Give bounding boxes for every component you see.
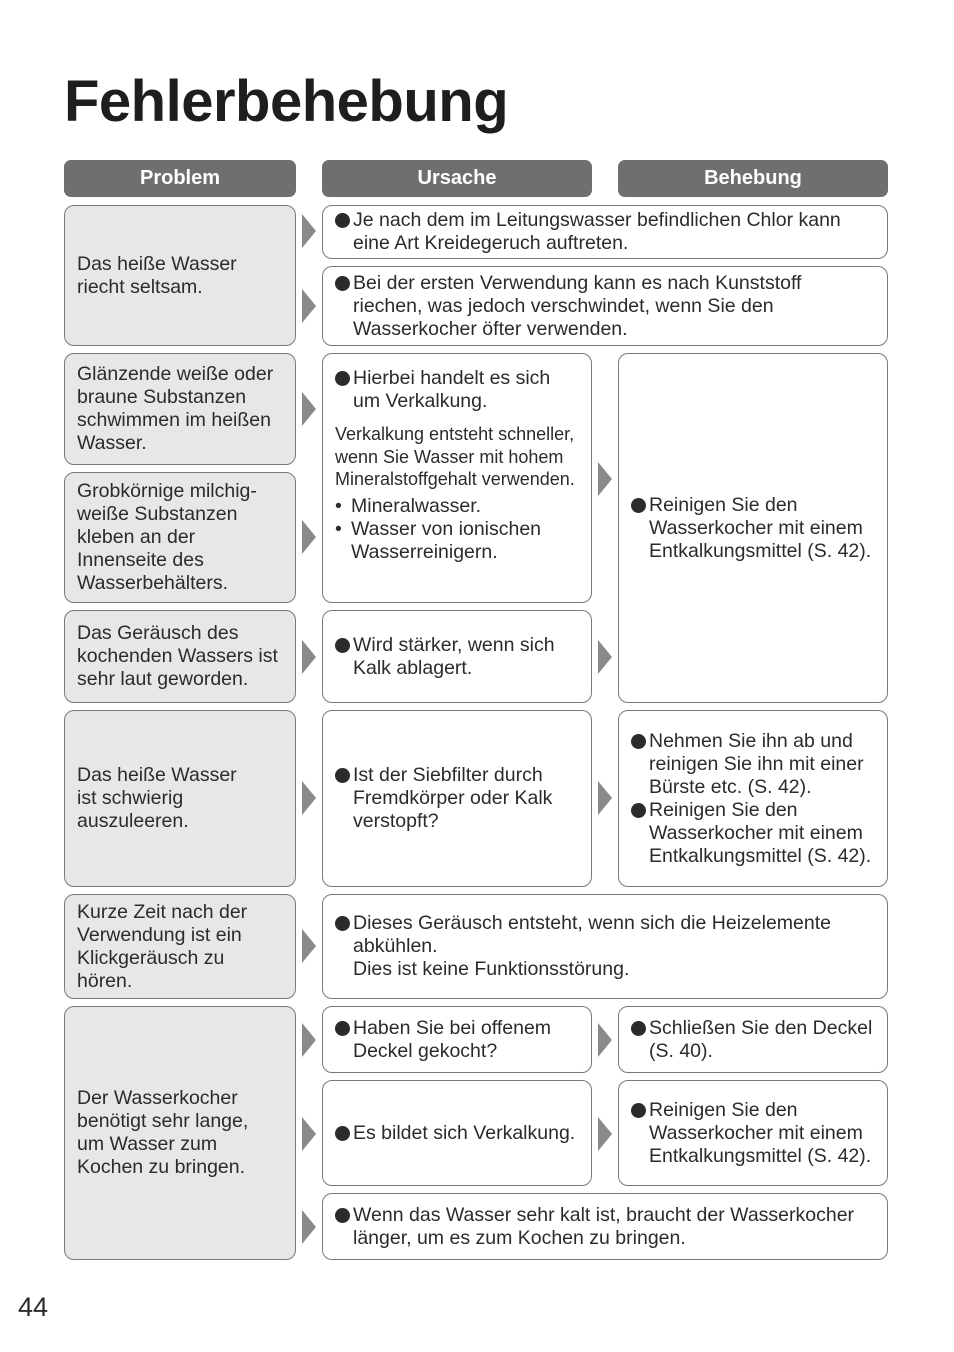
problem-cell	[64, 353, 296, 465]
problem-cell	[64, 472, 296, 603]
cause-item: Es bildet sich Verkalkung.	[335, 1122, 579, 1145]
solution-item: Schließen Sie den Deckel (S. 40).	[631, 1017, 875, 1063]
arrow-icon	[302, 929, 316, 963]
solution-item: Reinigen Sie den Wasserkocher mit einem Entkalkungsmittel (S. 42).	[631, 1099, 875, 1168]
cause-cell	[322, 353, 592, 603]
arrow-icon	[302, 1210, 316, 1244]
cause-item: Hierbei handelt es sich um Verkalkung.	[335, 367, 579, 413]
cause-note: Verkalkung entsteht schneller, wenn Sie Wasser mit hohem Mineralstoffgehalt verwenden.	[335, 424, 575, 489]
cause-cell	[322, 894, 888, 999]
problem-text: Der Wasserkocher benötigt sehr lange, um Wasser zum Kochen zu bringen.	[77, 1087, 249, 1178]
solution-item: Reinigen Sie den Wasserkocher mit einem Entkalkungsmittel (S. 42).	[631, 494, 875, 563]
solution-cell	[618, 1080, 888, 1186]
arrow-icon	[598, 1023, 612, 1057]
problem-cell	[64, 205, 296, 346]
problem-cell	[64, 610, 296, 703]
arrow-icon	[598, 640, 612, 674]
page-title: Fehlerbehebung	[64, 69, 509, 134]
header-cause: Ursache	[322, 160, 592, 197]
arrow-icon	[302, 289, 316, 323]
problem-text: Kurze Zeit nach der Verwendung ist ein Klickgeräusch zu hören.	[77, 900, 248, 992]
solution-item: Nehmen Sie ihn ab und reinigen Sie ihn mit einer Bürste etc. (S. 42).	[631, 730, 875, 799]
arrow-icon	[598, 1117, 612, 1151]
problem-text: Das heiße Wasser ist schwierig auszuleeren.	[77, 764, 237, 832]
arrow-icon	[302, 214, 316, 248]
solution-cell	[618, 353, 888, 703]
arrow-icon	[598, 781, 612, 815]
header-problem: Problem	[64, 160, 296, 197]
arrow-icon	[302, 781, 316, 815]
arrow-icon	[598, 462, 612, 496]
cause-item: Dieses Geräusch entsteht, wenn sich die Heizelemente abkühlen.	[335, 912, 875, 958]
cause-item: Ist der Siebfilter durch Fremdkörper oder Kalk verstopft?	[335, 764, 579, 833]
cause-cell	[322, 266, 888, 346]
solution-cell	[618, 710, 888, 887]
cause-cell	[322, 1193, 888, 1260]
arrow-icon	[302, 640, 316, 674]
cause-item: Haben Sie bei offenem Deckel gekocht?	[335, 1017, 579, 1063]
problem-text: Das Geräusch des kochenden Wassers ist sehr laut geworden.	[77, 622, 278, 690]
arrow-icon	[302, 392, 316, 426]
problem-text: Grobkörnige milchig-weiße Substanzen kleben an der Innenseite des Wasserbehälters.	[77, 480, 257, 594]
cause-cell	[322, 205, 888, 259]
cause-item: Je nach dem im Leitungswasser befindlichen Chlor kann eine Art Kreidegeruch auftreten.	[335, 209, 875, 255]
solution-cell	[618, 1006, 888, 1073]
problem-text: Glänzende weiße oder braune Substanzen schwimmen im heißen Wasser.	[77, 363, 274, 454]
arrow-icon	[302, 1117, 316, 1151]
cause-item: Wird stärker, wenn sich Kalk ablagert.	[335, 634, 579, 680]
problem-cell	[64, 1006, 296, 1260]
list-item: • Wasser von ionischen Wasserreinigern.	[335, 518, 579, 564]
cause-cell	[322, 1080, 592, 1186]
cause-item: Wenn das Wasser sehr kalt ist, braucht der Wasserkocher länger, um es zum Kochen zu bringen.	[335, 1204, 875, 1250]
problem-cell	[64, 894, 296, 999]
cause-cell	[322, 610, 592, 703]
cause-text: Dies ist keine Funktionsstörung.	[353, 958, 630, 980]
problem-cell	[64, 710, 296, 887]
cause-item: Bei der ersten Verwendung kann es nach Kunststoff riechen, was jedoch verschwindet, wenn Sie den Wasserkocher öfter verwenden.	[335, 272, 875, 341]
page-number: 44	[18, 1292, 49, 1322]
list-item: • Mineralwasser.	[335, 495, 579, 518]
header-solution: Behebung	[618, 160, 888, 197]
problem-text: Das heiße Wasser riecht seltsam.	[77, 252, 237, 298]
arrow-icon	[302, 1023, 316, 1057]
solution-item: Reinigen Sie den Wasserkocher mit einem Entkalkungsmittel (S. 42).	[631, 799, 875, 868]
cause-cell	[322, 710, 592, 887]
arrow-icon	[302, 520, 316, 554]
cause-cell	[322, 1006, 592, 1073]
